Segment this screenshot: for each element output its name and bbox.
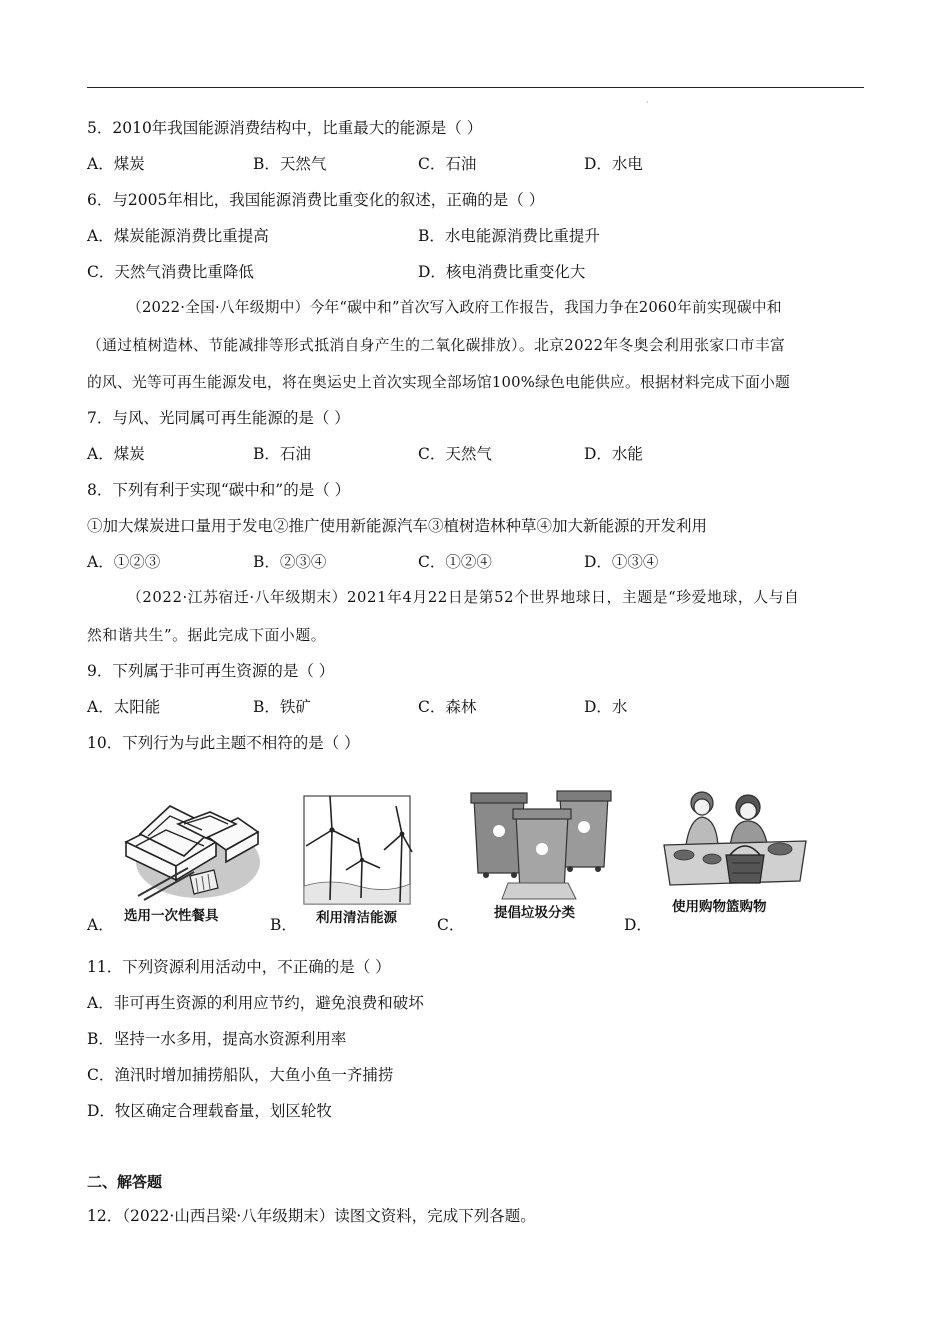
q6-option-c: C．天然气消费比重降低 — [87, 263, 254, 281]
q9-option-a: A．太阳能 — [87, 698, 161, 716]
q8-option-a: A．①②③ — [87, 553, 161, 571]
picture-wind-turbines — [300, 790, 418, 927]
q5-option-b: B．天然气 — [253, 155, 327, 173]
q7-option-c: C．天然气 — [418, 445, 492, 463]
q7-stem: 7．与风、光同属可再生能源的是（ ） — [87, 409, 350, 427]
material2-line-2: 然和谐共生”。据此完成下面小题。 — [87, 627, 327, 644]
caption-d: 使用购物篮购物 — [672, 899, 767, 915]
header-rule — [87, 87, 864, 88]
q10-label-d: D． — [624, 916, 652, 934]
material2-line-1: （2022·江苏宿迁·八年级期末）2021年4月22日是第52个世界地球日，主题是“珍爱地球，人与自 — [127, 589, 800, 606]
q11-option-c: C．渔汛时增加捕捞船队，大鱼小鱼一齐捕捞 — [87, 1066, 394, 1084]
q7-option-a: A．煤炭 — [87, 445, 145, 463]
q5-stem: 5．2010年我国能源消费结构中，比重最大的能源是（ ） — [87, 119, 483, 137]
picture-disposable-tableware — [118, 790, 263, 925]
q10-stem: 10．下列行为与此主题不相符的是（ ） — [87, 734, 360, 752]
q5-option-a: A．煤炭 — [87, 155, 145, 173]
q7-option-d: D．水能 — [584, 445, 643, 463]
q8-option-b: B．②③④ — [253, 553, 327, 571]
header-dot: · — [646, 98, 649, 107]
material1-line-1: （2022·全国·八年级期中）今年“碳中和”首次写入政府工作报告，我国力争在2060年前实现碳中和 — [127, 299, 782, 316]
caption-c: 提倡垃圾分类 — [494, 905, 575, 921]
q9-option-b: B．铁矿 — [253, 698, 311, 716]
q9-option-d: D．水 — [584, 698, 628, 716]
q10-label-b: B． — [270, 916, 297, 934]
q11-stem: 11．下列资源利用活动中，不正确的是（ ） — [87, 958, 391, 976]
q11-option-d: D．牧区确定合理载畜量，划区轮牧 — [87, 1102, 332, 1120]
q8-stem: 8．下列有利于实现“碳中和”的是（ ） — [87, 481, 351, 499]
q11-option-b: B．坚持一水多用，提高水资源利用率 — [87, 1030, 347, 1048]
q6-stem: 6．与2005年相比，我国能源消费比重变化的叙述，正确的是（ ） — [87, 191, 545, 209]
caption-b: 利用清洁能源 — [316, 910, 397, 926]
material1-line-2: （通过植树造林、节能减排等形式抵消自身产生的二氧化碳排放）。北京2022年冬奥会利用张家口市丰富 — [87, 337, 786, 354]
q12-stem: 12．（2022·山西吕梁·八年级期末）读图文资料，完成下列各题。 — [87, 1207, 536, 1225]
q6-option-d: D．核电消费比重变化大 — [418, 263, 586, 281]
picture-garbage-sorting — [468, 787, 613, 922]
caption-a: 选用一次性餐具 — [124, 908, 219, 924]
q5-option-c: C．石油 — [418, 155, 477, 173]
q11-option-a: A．非可再生资源的利用应节约，避免浪费和破坏 — [87, 994, 424, 1012]
q5-option-d: D．水电 — [584, 155, 643, 173]
picture-shopping-basket — [660, 785, 810, 920]
q9-stem: 9．下列属于非可再生资源的是（ ） — [87, 662, 335, 680]
material1-line-3: 的风、光等可再生能源发电，将在奥运史上首次实现全部场馆100%绿色电能供应。根据材料完成下面小题 — [87, 374, 790, 391]
q7-option-b: B．石油 — [253, 445, 311, 463]
q10-label-a: A． — [87, 916, 114, 934]
q8-items: ①加大煤炭进口量用于发电②推广使用新能源汽车③植树造林种草④加大新能源的开发利用 — [87, 517, 708, 535]
q6-option-a: A．煤炭能源消费比重提高 — [87, 227, 269, 245]
section-title: 二、解答题 — [87, 1173, 163, 1191]
q10-label-c: C． — [437, 916, 465, 934]
q6-option-b: B．水电能源消费比重提升 — [418, 227, 600, 245]
q9-option-c: C．森林 — [418, 698, 477, 716]
q8-option-c: C．①②④ — [418, 553, 492, 571]
q8-option-d: D．①③④ — [584, 553, 659, 571]
